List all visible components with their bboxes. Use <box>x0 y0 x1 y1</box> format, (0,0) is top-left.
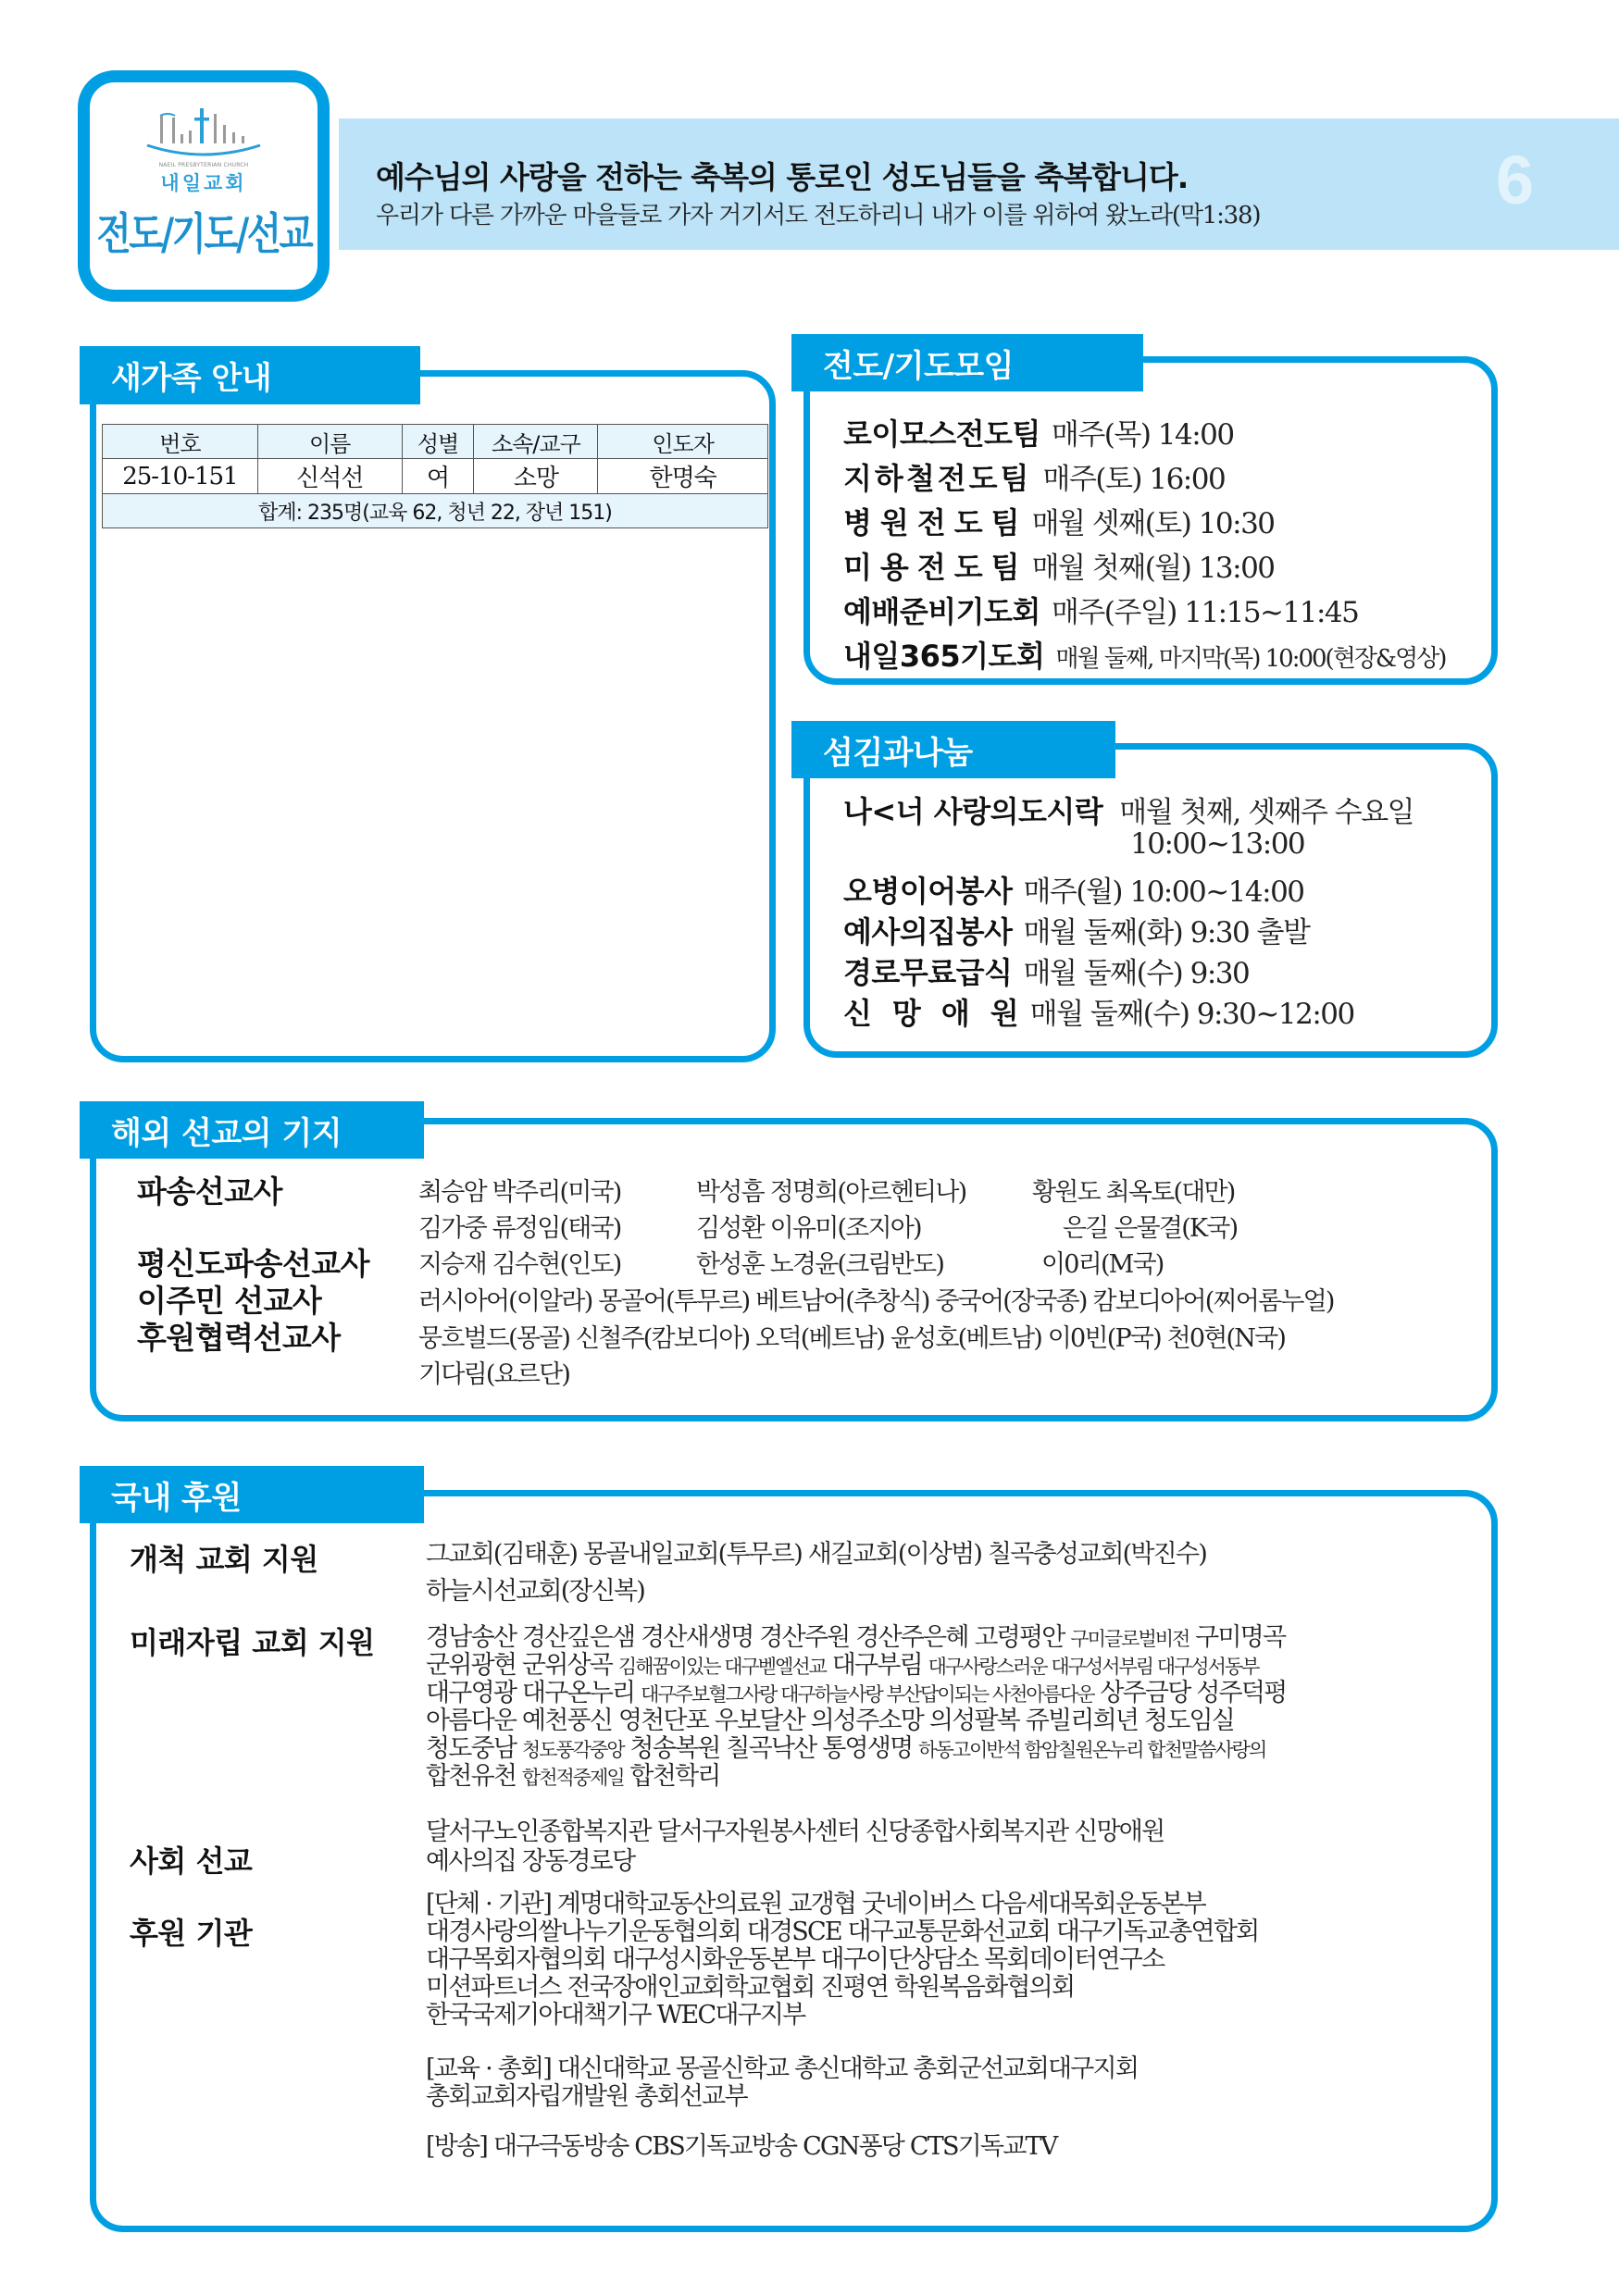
mission-group-label: 평신도파송선교사 <box>137 1246 370 1282</box>
item-label: 예사의집봉사 <box>843 914 1013 949</box>
support-entry-line: [단체 · 기관] 계명대학교동산의료원 교갱협 굿네이버스 다음세대목회운동본부 <box>426 1890 1205 1918</box>
list-item-continuation <box>1130 827 1304 861</box>
banner-main-text: 예수님의 사랑을 전하는 축복의 통로인 성도님들을 축복합니다. <box>376 159 1189 195</box>
missionary-entry: 은길 은물결(K국) <box>1063 1214 1238 1243</box>
list-item <box>843 909 1309 951</box>
item-label: 내일365기도회 <box>843 639 1045 674</box>
missionary-entry: 뭉흐벌드(몽골) 신철주(캄보디아) 오덕(베트남) 윤성호(베트남) 이0빈(P국) 천0현(N국) <box>418 1324 1286 1353</box>
table-cell: 여 <box>402 459 474 494</box>
support-entry-line: 달서구노인종합복지관 달서구자원봉사센터 신당종합사회복지관 신망애원 <box>426 1818 1164 1846</box>
support-entry-line: 하늘시선교회(장신복) <box>426 1577 645 1606</box>
item-value: 매월 첫째, 셋째주 수요일 <box>1119 796 1414 829</box>
list-item <box>843 633 1445 676</box>
column-header: 소속/교구 <box>474 425 598 459</box>
support-entry-line: 그교회(김태훈) 몽골내일교회(투무르) 새길교회(이상범) 칠곡충성교회(박진수) <box>426 1540 1206 1569</box>
item-label: 로이모스전도팀 <box>843 416 1040 452</box>
column-header: 번호 <box>103 425 258 459</box>
support-entry-line: [방송] 대구극동방송 CBS기독교방송 CGN퐁당 CTS기독교TV <box>426 2132 1057 2161</box>
item-value: 매주(월) 10:00~14:00 <box>1023 875 1304 909</box>
logo-subtitle: NAEIL PRESBYTERIAN CHURCH <box>158 162 249 168</box>
column-header: 성별 <box>402 425 474 459</box>
support-entry-line: 아름다운 예천풍신 영천단포 우보달산 의성주소망 의성팔복 쥬빌리희년 청도임실 <box>426 1706 1235 1735</box>
item-label: 지하철전도팀 <box>843 461 1032 496</box>
domestic-support-section <box>90 1490 1498 2232</box>
item-value: 매주(주일) 11:15~11:45 <box>1051 596 1359 629</box>
support-entry-line: 총회교회자립개발원 총회선교부 <box>426 2082 747 2111</box>
support-entry-line: 대구영광 대구온누리 대구주보혈그사랑 대구하늘사랑 부산답이되는 사천아름다운 상주금당 성주덕평 <box>426 1679 1287 1707</box>
item-label: 예배준비기도회 <box>843 594 1040 629</box>
logo-box <box>78 70 330 302</box>
column-header: 이름 <box>257 425 402 459</box>
missionary-entry: 지승재 김수현(인도) <box>418 1250 621 1279</box>
missionary-entry: 한성훈 노경윤(크림반도) <box>696 1250 944 1279</box>
item-value: 매월 둘째(화) 9:30 출발 <box>1023 916 1310 949</box>
new-family-table <box>102 424 768 537</box>
support-entry-line: 미션파트너스 전국장애인교회학교협회 진평연 학원복음화협의회 <box>426 1973 1075 2002</box>
mission-group-label: 후원협력선교사 <box>137 1320 341 1356</box>
item-value: 매주(토) 16:00 <box>1042 463 1226 496</box>
table-cell: 신석선 <box>257 459 402 494</box>
missionary-entry: 김가중 류정임(태국) <box>418 1214 621 1243</box>
list-item <box>843 990 1354 1033</box>
item-value: 매월 둘째, 마지막(목) 10:00(현장&영상) <box>1055 645 1446 673</box>
support-group-label: 후원 기관 <box>130 1916 253 1951</box>
support-entry-line: 합천유천 합천적중제일 합천학리 <box>426 1762 720 1791</box>
support-group-label: 개척 교회 지원 <box>130 1542 318 1577</box>
item-value: 매월 셋째(토) 10:30 <box>1031 507 1275 540</box>
header-banner <box>339 118 1619 250</box>
list-item <box>843 868 1304 911</box>
page-number: 6 <box>1496 142 1535 218</box>
list-item <box>843 411 1234 453</box>
item-value: 10:00~13:00 <box>1130 827 1305 861</box>
item-value: 매주(목) 14:00 <box>1051 418 1234 452</box>
missionary-entry: 황원도 최옥토(대만) <box>1032 1178 1235 1207</box>
missionary-entry: 김성환 이유미(조지아) <box>696 1214 921 1243</box>
support-entry-line: 군위광현 군위상곡 김해꿈이있는 대구벧엘선교 대구부림 대구사랑스러운 대구성서부림 대구성서동부 <box>426 1651 1259 1680</box>
support-group-label: 미래자립 교회 지원 <box>130 1625 375 1660</box>
new-family-tab: 새가족 안내 <box>80 346 420 404</box>
item-label: 경로무료급식 <box>843 955 1013 990</box>
missionary-entry: 최승암 박주리(미국) <box>418 1178 621 1207</box>
list-item <box>843 788 1414 831</box>
support-entry-line: 경남송산 경산깊은샘 경산새생명 경산주원 경산주은혜 고령평안 구미글로벌비전 구미명곡 <box>426 1623 1286 1652</box>
mission-group-label: 파송선교사 <box>137 1173 282 1210</box>
item-value: 매월 첫째(월) 13:00 <box>1031 552 1275 585</box>
list-item <box>843 455 1225 498</box>
support-entry-line: 예사의집 장동경로당 <box>426 1847 635 1876</box>
item-label: 미용전도팀 <box>843 550 1028 585</box>
missionary-entry: 러시아어(이알라) 몽골어(투무르) 베트남어(추창식) 중국어(장국종) 캄보디아어(찌어롬누얼) <box>418 1287 1334 1316</box>
page-title: 전도/기도/선교 <box>96 209 311 260</box>
support-entry-line: [교육 · 총회] 대신대학교 몽골신학교 총신대학교 총회군선교회대구지회 <box>426 2054 1139 2083</box>
list-item <box>843 589 1358 631</box>
item-value: 매월 둘째(수) 9:30~12:00 <box>1029 998 1354 1031</box>
church-skyline-cross-icon <box>143 108 264 160</box>
mission-group-label: 이주민 선교사 <box>137 1283 322 1319</box>
item-label: 병원전도팀 <box>843 505 1028 540</box>
serve-tab: 섬김과나눔 <box>791 721 1115 778</box>
total-cell: 합계: 235명(교육 62, 청년 22, 장년 151) <box>103 494 768 528</box>
table-cell: 25-10-151 <box>103 459 258 494</box>
support-entry-line: 대경사랑의쌀나누기운동협의회 대경SCE 대구교통문화선교회 대구기독교총연합회 <box>426 1917 1259 1946</box>
table-total-row <box>103 494 768 528</box>
item-label: 오병이어봉사 <box>843 874 1013 909</box>
missionary-entry: 박성흠 정명희(아르헨티나) <box>696 1178 966 1207</box>
list-item <box>843 500 1275 542</box>
banner-verse-text: 우리가 다른 가까운 마을들로 가자 거기서도 전도하리니 내가 이를 위하여 왔노라(막1:38) <box>376 202 1261 230</box>
list-item <box>843 949 1249 992</box>
support-entry-line: 청도중남 청도풍각중앙 청송복원 칠곡낙산 통영생명 하동고이반석 함암칠원온누리 합천말씀사랑의 <box>426 1734 1266 1763</box>
table-header-row <box>103 425 768 459</box>
item-label: 나<너 사랑의도시락 <box>843 794 1103 829</box>
logo-church-name: 내일교회 <box>160 172 247 194</box>
table-cell: 소망 <box>474 459 598 494</box>
evangelism-tab: 전도/기도모임 <box>791 334 1143 391</box>
support-group-label: 사회 선교 <box>130 1843 253 1879</box>
evangelism-section <box>803 356 1498 685</box>
support-entry-line: 한국국제기아대책기구 WEC대구지부 <box>426 2001 805 2029</box>
column-header: 인도자 <box>598 425 768 459</box>
overseas-mission-tab: 해외 선교의 기지 <box>80 1101 424 1159</box>
item-value: 매월 둘째(수) 9:30 <box>1023 957 1250 990</box>
table-row <box>103 459 768 494</box>
missionary-entry: 기다림(요르단) <box>418 1360 570 1389</box>
missionary-entry: 이0리(M국) <box>1041 1250 1164 1279</box>
domestic-support-tab: 국내 후원 <box>80 1466 424 1523</box>
item-label: 신망애원 <box>843 996 1040 1031</box>
serve-section <box>803 743 1498 1058</box>
table-cell: 한명숙 <box>598 459 768 494</box>
support-entry-line: 대구목회자협의회 대구성시화운동본부 대구이단상담소 목회데이터연구소 <box>426 1945 1164 1974</box>
list-item <box>843 544 1275 587</box>
